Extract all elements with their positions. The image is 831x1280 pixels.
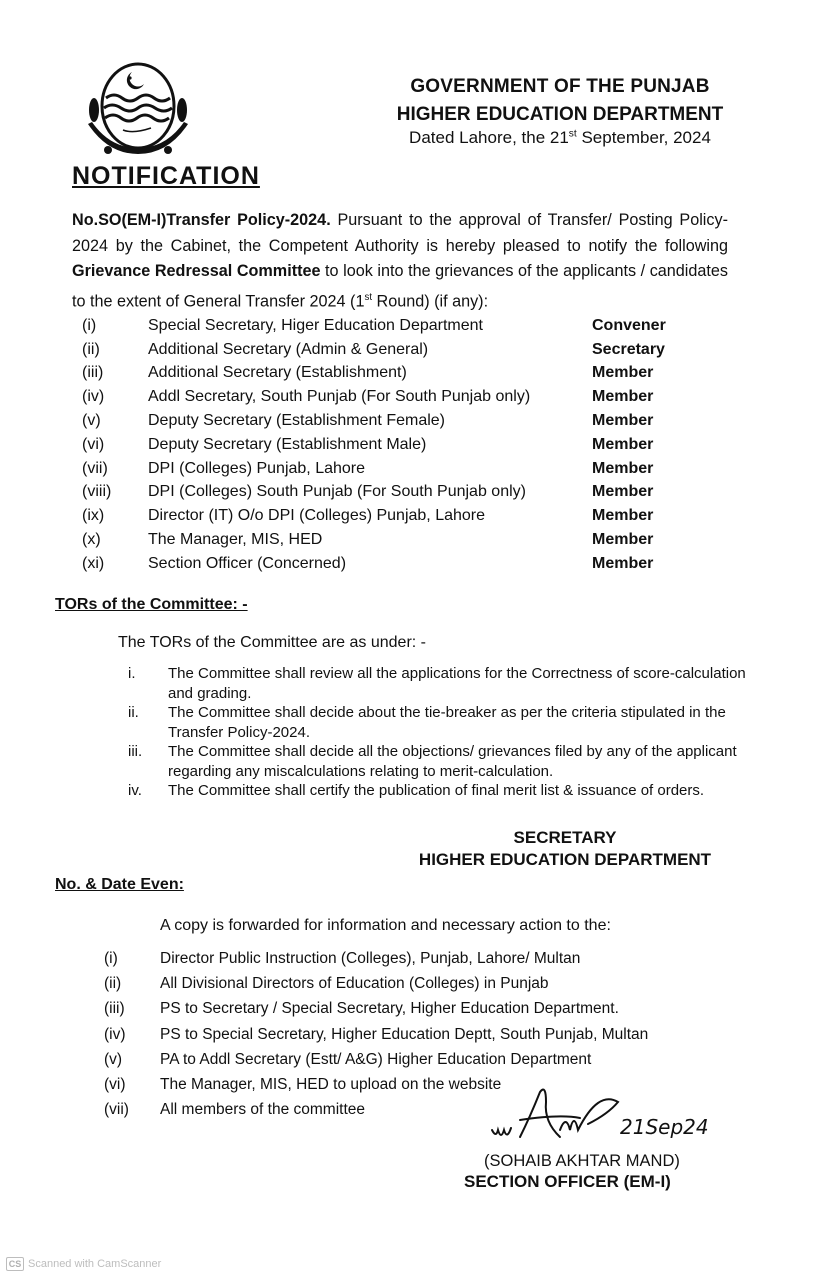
- notification-body: No.SO(EM-I)Transfer Policy-2024. Pursuant to the approval of Transfer/ Posting Policy-2024 by the Cabinet, the Competent Authority is hereby pleased to notify the following Grievance Redressal Committee to look into the grievances of the applicants / candidates to the extent of General Transfer 2024 (1st Round) (if any):: [72, 211, 728, 310]
- member-role: Member: [592, 388, 654, 406]
- copy-intro: A copy is forwarded for information and necessary action to the:: [160, 917, 611, 934]
- member-role: Secretary: [592, 340, 665, 358]
- notification-title: NOTIFICATION: [72, 162, 260, 190]
- signatory-title: SECTION OFFICER (EM-I): [464, 1172, 671, 1191]
- signatory-name: (SOHAIB AKHTAR MAND): [484, 1152, 680, 1170]
- government-heading: GOVERNMENT OF THE PUNJAB: [410, 76, 710, 97]
- member-role: Member: [592, 364, 654, 382]
- tor-item: ii. The Committee shall decide about the tie-breaker as per the criteria stipulated in the Transfer Policy-2024.: [128, 704, 726, 741]
- member-role: Member: [592, 531, 654, 549]
- member-row: (xi) Section Officer (Concerned) Member: [82, 554, 654, 572]
- tor-item: i. The Committee shall review all the applications for the Correctness of score-calculation and grading.: [128, 665, 746, 702]
- recipient-row: (vii) All members of the committee: [104, 1101, 366, 1119]
- authority-title: SECRETARY: [513, 828, 617, 847]
- recipient-row: (v) PA to Addl Secretary (Estt/ A&G) Higher Education Department: [104, 1050, 592, 1068]
- signature-icon: [480, 1082, 730, 1152]
- authority-department: HIGHER EDUCATION DEPARTMENT: [418, 850, 712, 869]
- tor-item: iv. The Committee shall certify the publication of final merit list & issuance of orders.: [128, 782, 705, 799]
- member-role: Member: [592, 507, 654, 525]
- member-role: Member: [592, 483, 654, 501]
- department-heading: HIGHER EDUCATION DEPARTMENT: [396, 104, 724, 125]
- recipient-row: (iii) PS to Secretary / Special Secretary, Higher Education Department.: [104, 1000, 619, 1018]
- member-row: (vi) Deputy Secretary (Establishment Male) Member: [82, 435, 654, 453]
- member-row: (iv) Addl Secretary, South Punjab (For South Punjab only) Member: [82, 388, 654, 406]
- watermark-text: Scanned with CamScanner: [28, 1258, 162, 1270]
- member-role: Convener: [592, 316, 666, 334]
- tors-list: [128, 664, 768, 801]
- punjab-government-emblem-icon: [78, 58, 198, 170]
- copy-heading: No. & Date Even:: [55, 876, 184, 893]
- member-row: (iii) Additional Secretary (Establishment) Member: [82, 364, 654, 382]
- member-row: (x) The Manager, MIS, HED Member: [82, 531, 654, 549]
- member-row: (v) Deputy Secretary (Establishment Female) Member: [82, 412, 654, 430]
- camscanner-logo-icon: CS: [6, 1257, 24, 1271]
- tor-item: iii. The Committee shall decide all the objections/ grievances filed by any of the applicant regarding any miscalculations relating to merit-calculation.: [128, 743, 737, 780]
- dated-line: Dated Lahore, the 21st September, 2024: [409, 128, 711, 147]
- camscanner-watermark: [6, 1257, 161, 1271]
- member-role: Member: [592, 554, 654, 572]
- recipient-row: (vi) The Manager, MIS, HED to upload on the website: [104, 1076, 502, 1094]
- recipient-row: (i) Director Public Instruction (Colleges), Punjab, Lahore/ Multan: [104, 949, 581, 967]
- recipient-row: (ii) All Divisional Directors of Education (Colleges) in Punjab: [104, 974, 549, 992]
- svg-text:21Sep24: 21Sep24: [620, 1115, 709, 1139]
- member-row: (vii) DPI (Colleges) Punjab, Lahore Member: [82, 459, 654, 477]
- member-role: Member: [592, 412, 654, 430]
- tors-intro: The TORs of the Committee are as under: -: [118, 634, 426, 651]
- member-row: (i) Special Secretary, Higer Education Department Convener: [82, 316, 666, 334]
- recipient-row: (iv) PS to Special Secretary, Higher Education Deptt, South Punjab, Multan: [104, 1025, 649, 1043]
- member-row: (ii) Additional Secretary (Admin & General) Secretary: [82, 340, 665, 358]
- member-row: (viii) DPI (Colleges) South Punjab (For South Punjab only) Member: [82, 483, 654, 501]
- committee-members-list: [72, 314, 752, 576]
- tors-heading: TORs of the Committee: -: [55, 596, 248, 613]
- member-role: Member: [592, 459, 654, 477]
- member-row: (ix) Director (IT) O/o DPI (Colleges) Punjab, Lahore Member: [82, 507, 654, 525]
- member-role: Member: [592, 435, 654, 453]
- committee-name: Grievance Redressal Committee: [72, 262, 321, 280]
- reference-number: No.SO(EM-I)Transfer Policy-2024.: [72, 211, 331, 229]
